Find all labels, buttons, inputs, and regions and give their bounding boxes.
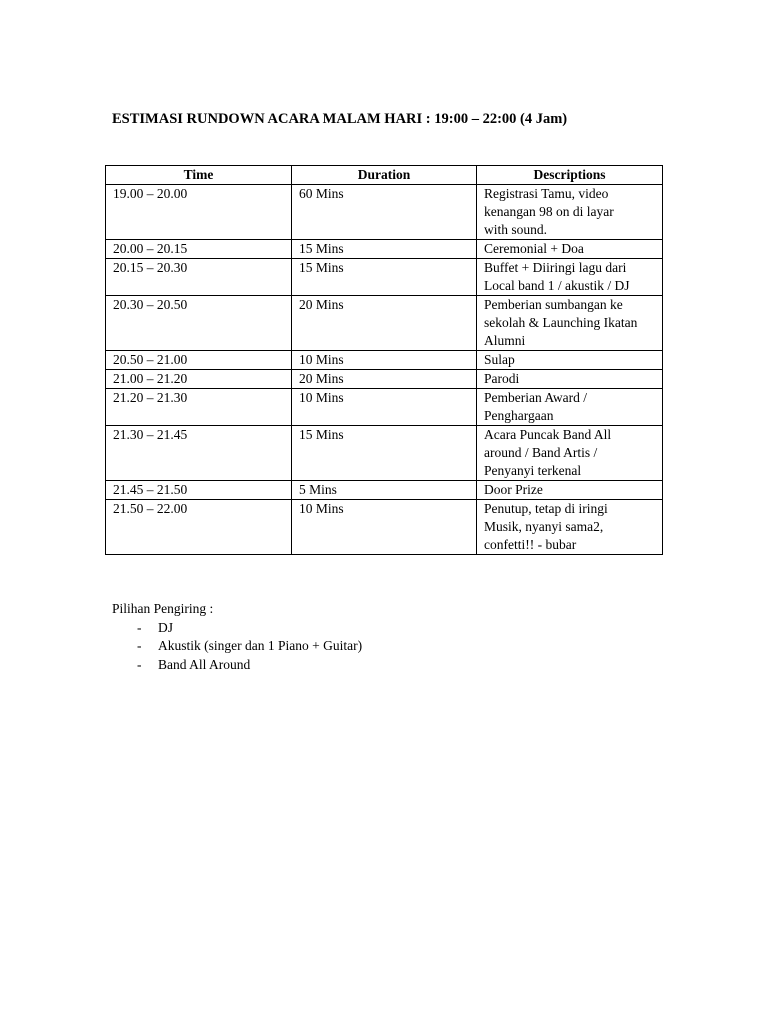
dash-bullet: - [137, 619, 142, 635]
column-header-descriptions: Descriptions [477, 166, 663, 185]
duration-cell: 15 Mins [292, 240, 477, 259]
time-cell: 21.20 – 21.30 [106, 389, 292, 426]
time-cell: 21.50 – 22.00 [106, 500, 292, 555]
list-item-label: Akustik (singer dan 1 Piano + Guitar) [158, 638, 363, 653]
duration-cell: 10 Mins [292, 389, 477, 426]
table-row [106, 500, 663, 555]
description-cell: Door Prize [477, 481, 663, 500]
description-cell: Ceremonial + Doa [477, 240, 663, 259]
description-cell: Pemberian Award / Penghargaan [477, 389, 663, 426]
column-header-duration: Duration [292, 166, 477, 185]
table-row [106, 481, 663, 500]
column-header-time: Time [106, 166, 292, 185]
table-row [106, 259, 663, 296]
list-item [112, 637, 362, 656]
table-row [106, 351, 663, 370]
table-row [106, 296, 663, 351]
duration-cell: 60 Mins [292, 185, 477, 240]
page-title: ESTIMASI RUNDOWN ACARA MALAM HARI : 19:00 – 22:00 (4 Jam) [112, 111, 568, 127]
accompaniment-list [112, 619, 362, 675]
duration-cell: 15 Mins [292, 426, 477, 481]
table-row [106, 240, 663, 259]
table-row [106, 426, 663, 481]
list-item-label: DJ [158, 619, 174, 635]
dash-bullet: - [137, 638, 142, 653]
table-row [106, 185, 663, 240]
table-row [106, 389, 663, 426]
accompaniment-heading: Pilihan Pengiring : [112, 601, 214, 616]
time-cell: 21.45 – 21.50 [106, 481, 292, 500]
table-header-row [106, 166, 663, 185]
time-cell: 20.50 – 21.00 [106, 351, 292, 370]
description-cell: Pemberian sumbangan ke sekolah & Launching Ikatan Alumni [477, 296, 663, 351]
duration-cell: 20 Mins [292, 370, 477, 389]
dash-bullet: - [137, 656, 142, 672]
duration-cell: 10 Mins [292, 500, 477, 555]
duration-cell: 10 Mins [292, 351, 477, 370]
time-cell: 20.15 – 20.30 [106, 259, 292, 296]
list-item [112, 619, 362, 638]
description-cell: Acara Puncak Band All around / Band Artis / Penyanyi terkenal [477, 426, 663, 481]
description-cell: Penutup, tetap di iringi Musik, nyanyi sama2, confetti!! - bubar [477, 500, 663, 555]
accompaniment-section [112, 600, 362, 674]
duration-cell: 15 Mins [292, 259, 477, 296]
list-item-label: Band All Around [158, 656, 251, 672]
time-cell: 20.30 – 20.50 [106, 296, 292, 351]
description-cell: Parodi [477, 370, 663, 389]
time-cell: 21.00 – 21.20 [106, 370, 292, 389]
time-cell: 20.00 – 20.15 [106, 240, 292, 259]
description-cell: Sulap [477, 351, 663, 370]
duration-cell: 5 Mins [292, 481, 477, 500]
time-cell: 21.30 – 21.45 [106, 426, 292, 481]
rundown-table [105, 165, 663, 555]
description-cell: Registrasi Tamu, video kenangan 98 on di layar with sound. [477, 185, 663, 240]
list-item [112, 656, 362, 675]
table-row [106, 370, 663, 389]
duration-cell: 20 Mins [292, 296, 477, 351]
time-cell: 19.00 – 20.00 [106, 185, 292, 240]
description-cell: Buffet + Diiringi lagu dari Local band 1 / akustik / DJ [477, 259, 663, 296]
